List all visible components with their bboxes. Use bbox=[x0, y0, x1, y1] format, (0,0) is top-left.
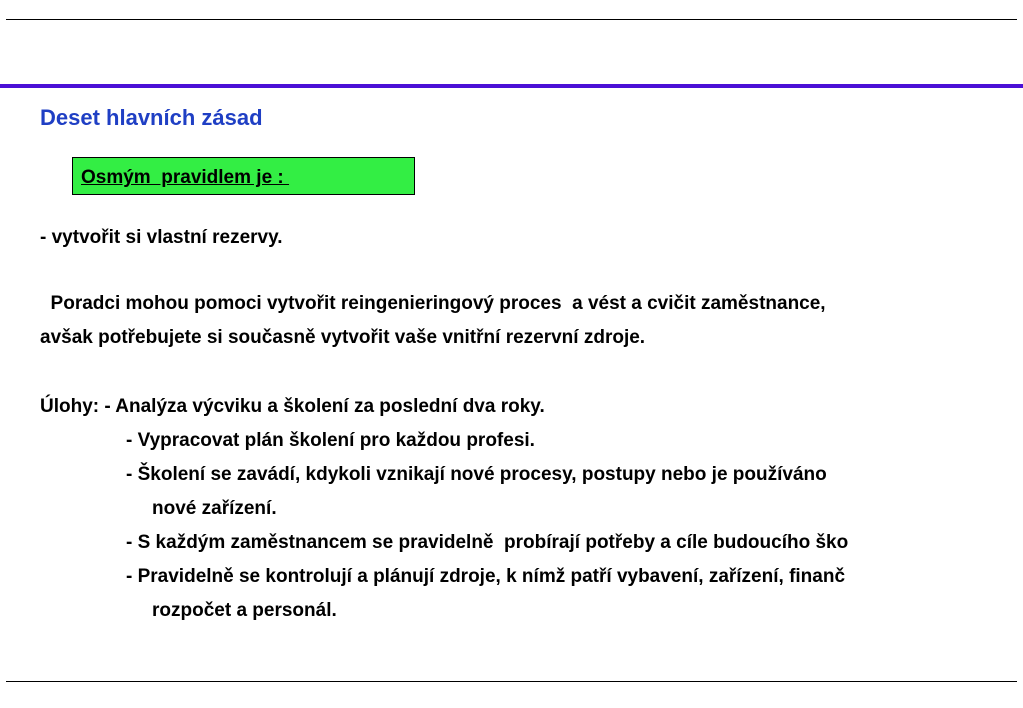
task-line-5-cont: rozpočet a personál. bbox=[152, 600, 337, 621]
top-divider bbox=[6, 19, 1017, 20]
callout-box bbox=[72, 157, 415, 195]
callout-text: Osmým pravidlem je : bbox=[81, 167, 290, 188]
task-line-3-cont: nové zařízení. bbox=[152, 498, 277, 519]
rule-line: - vytvořit si vlastní rezervy. bbox=[40, 227, 283, 248]
task-line-1: Úlohy: - Analýza výcviku a školení za poslední dva roky. bbox=[40, 396, 545, 417]
paragraph-line-2: avšak potřebujete si současně vytvořit vaše vnitřní rezervní zdroje. bbox=[40, 327, 646, 348]
task-line-2: - Vypracovat plán školení pro každou profesi. bbox=[126, 430, 535, 451]
task-line-4: - S každým zaměstnancem se pravidelně probírají potřeby a cíle budoucího ško bbox=[126, 532, 849, 553]
slide-title: Deset hlavních zásad bbox=[40, 105, 263, 130]
paragraph-line-1: Poradci mohou pomoci vytvořit reingenieringový proces a vést a cvičit zaměstnance, bbox=[40, 293, 826, 314]
task-line-5: - Pravidelně se kontrolují a plánují zdroje, k nímž patří vybavení, zařízení, finanč bbox=[126, 566, 846, 587]
accent-divider bbox=[0, 84, 1023, 88]
task-line-3: - Školení se zavádí, kdykoli vznikají nové procesy, postupy nebo je používáno bbox=[126, 464, 827, 485]
bottom-divider bbox=[6, 681, 1017, 682]
